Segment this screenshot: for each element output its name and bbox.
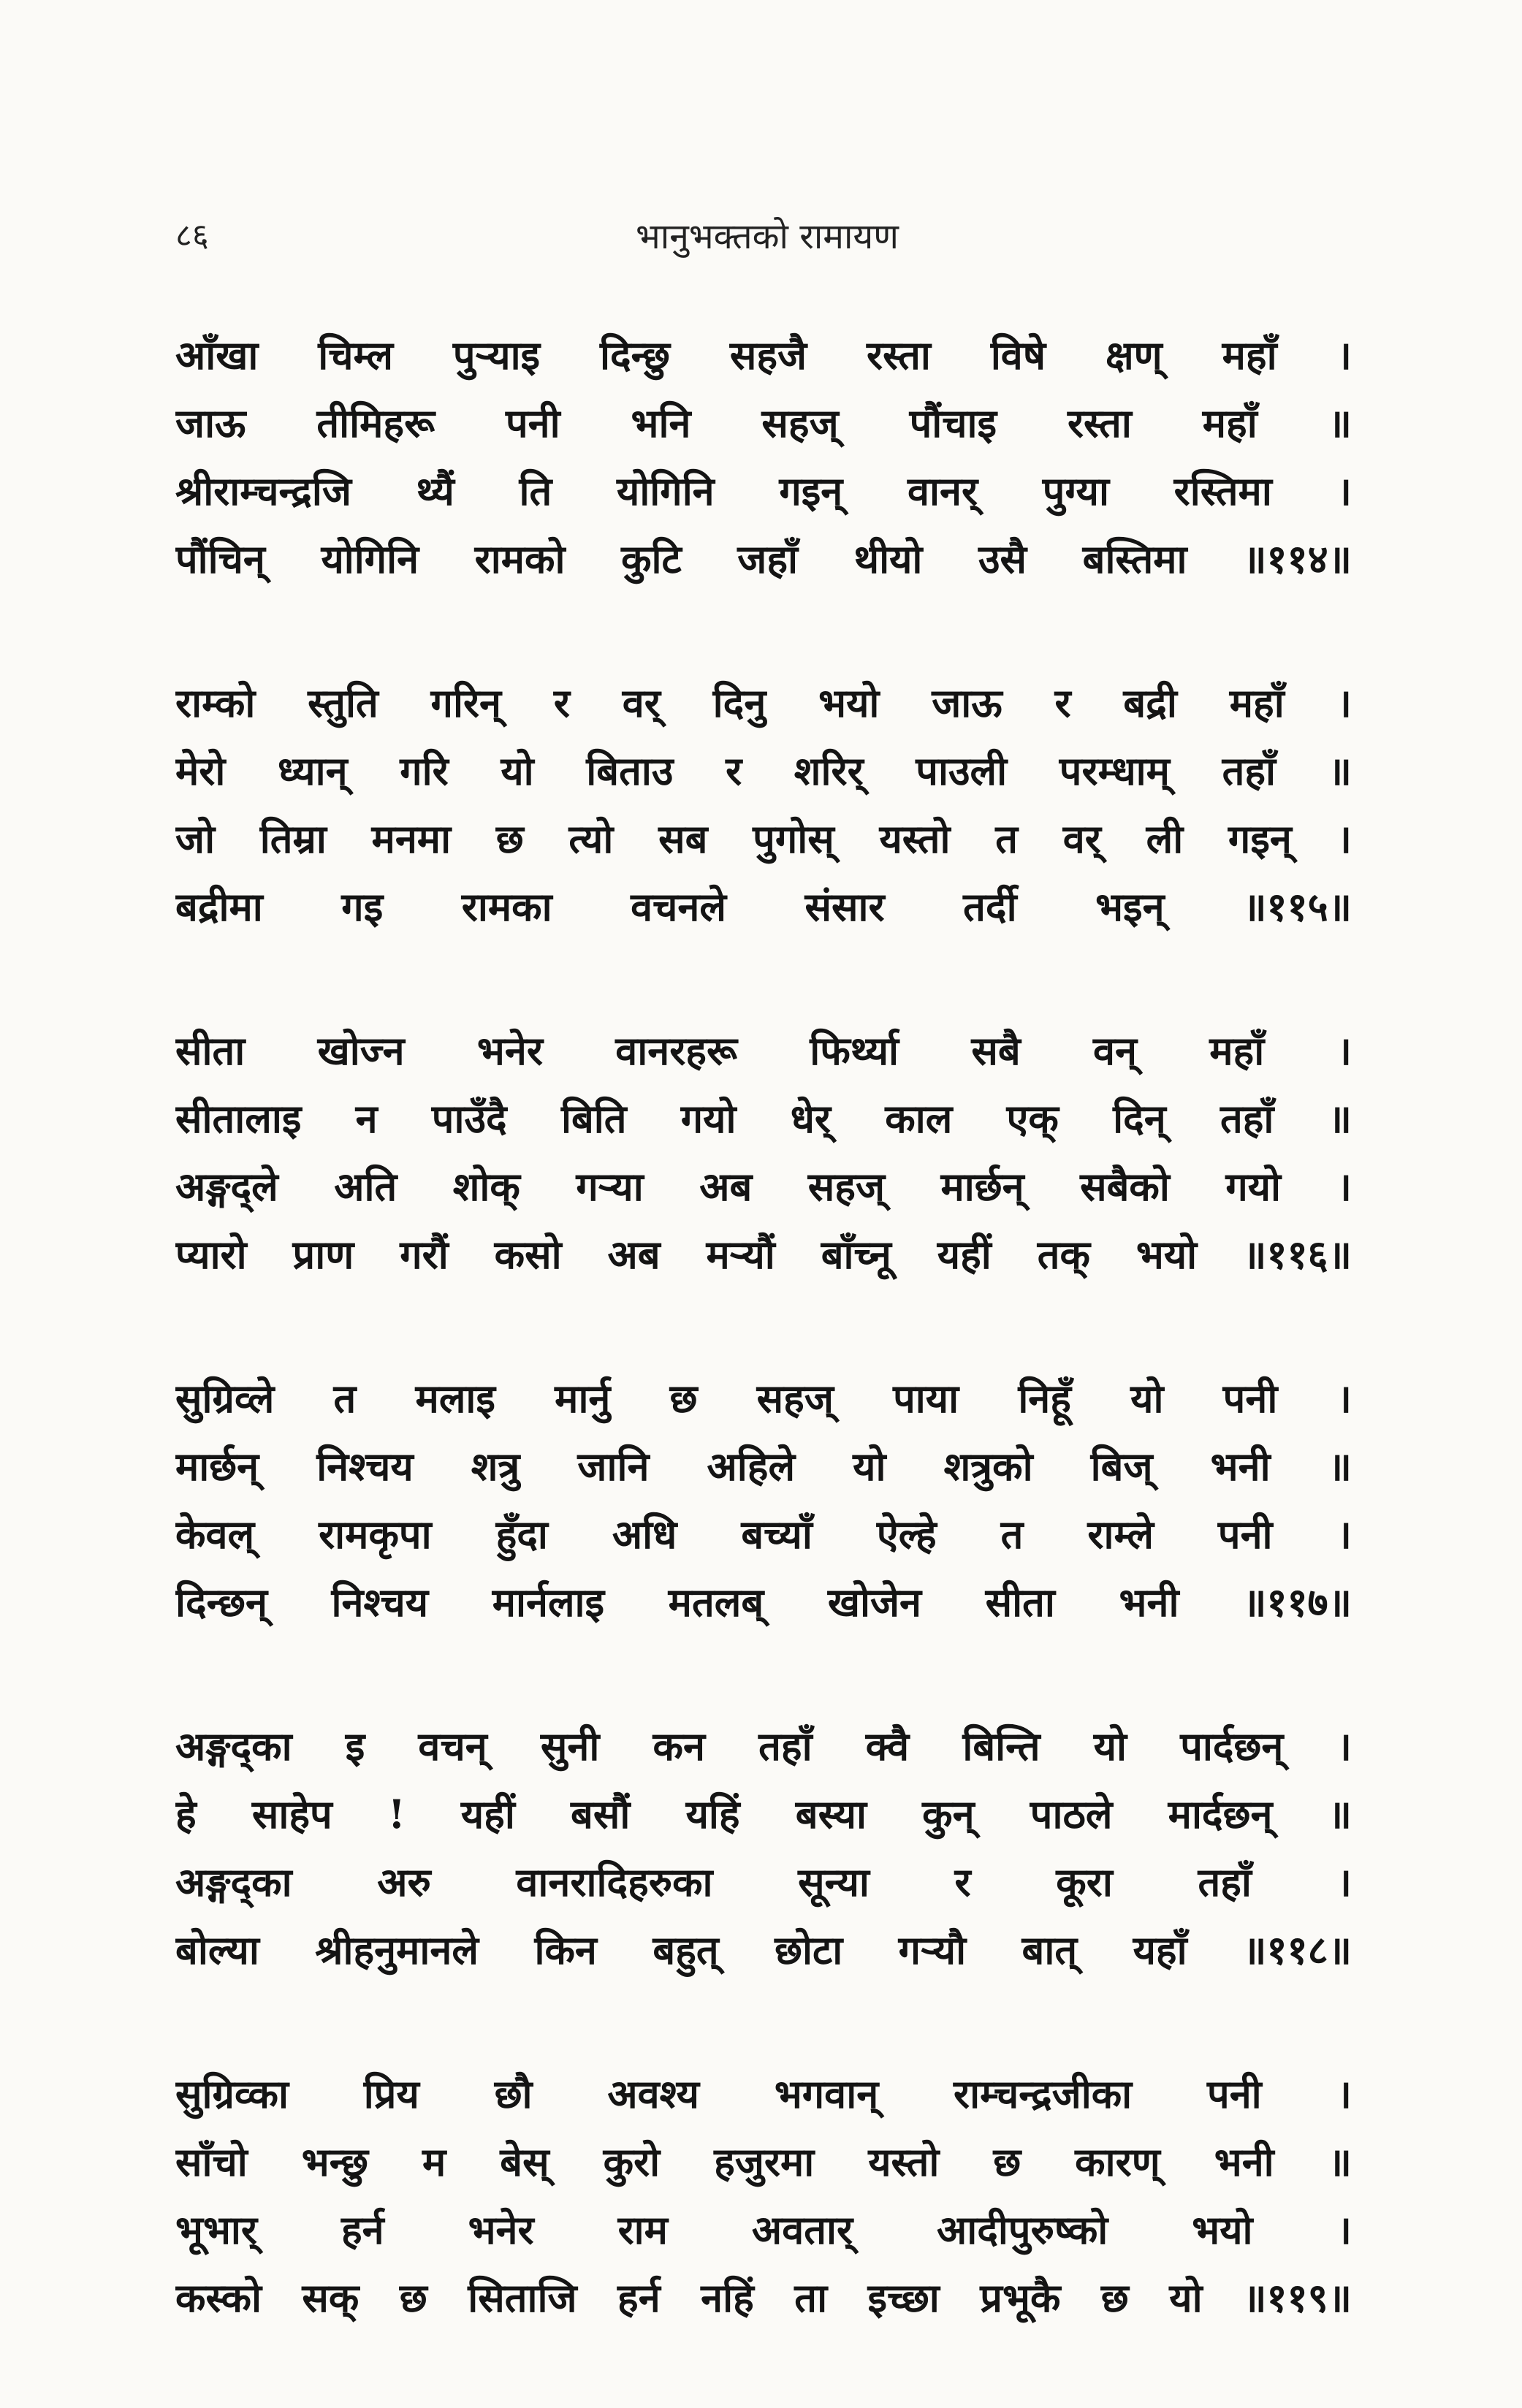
stanza-116 [175, 1017, 1352, 1289]
verse-line: मेरो ध्यान् गरि यो बिताउ र शरिर् पाउली परम्धाम् तहाँ ॥ [175, 747, 1352, 794]
verse-line: श्रीराम्चन्द्रजि थ्यैं ति योगिनि गइन् वानर् पुग्या रस्तिमा । [175, 468, 1352, 514]
verse-line: बोल्या श्रीहनुमानले किन बहुत् छोटा गऱ्यौ बात् यहाँ ॥११८॥ [175, 1927, 1352, 1973]
running-title: भानुभक्तको रामायण [636, 216, 899, 257]
verse-line: सुग्रिव्ले त मलाइ मार्नु छ सहज् पाया निहूँ यो पनी । [175, 1375, 1352, 1422]
verse-line: भूभार् हर्न भनेर राम अवतार् आदीपुरुष्को भयो । [175, 2206, 1352, 2253]
stanza-119 [175, 2060, 1352, 2332]
verse-line: केवल् रामकृपा हुँदा अधि बच्याँ ऐल्हे त राम्ले पनी । [175, 1511, 1352, 1558]
stanza-115 [175, 669, 1352, 941]
verse-line: हे साहेप ! यहीं बसौं यहिं बस्या कुन् पाठले मार्दछन् ॥ [175, 1791, 1352, 1837]
verse-line: सुग्रिव्का प्रिय छौ अवश्य भगवान् राम्चन्द्रजीका पनी । [175, 2070, 1352, 2117]
verse-line: कस्को सक् छ सिताजि हर्न नहिं ता इच्छा प्रभूकै छ यो ॥११९॥ [175, 2274, 1352, 2321]
stanza-118 [175, 1712, 1352, 1984]
verse-line: पौंचिन् योगिनि रामको कुटि जहाँ थीयो उसै बस्तिमा ॥११४॥ [175, 536, 1352, 582]
stanza-114 [175, 321, 1352, 593]
verse-line: सीता खोज्न भनेर वानरहरू फिर्थ्या सबै वन् महाँ । [175, 1027, 1352, 1074]
verse-line: अङ्गद्का इ वचन् सुनी कन तहाँ क्वै बिन्ति यो पार्दछन् । [175, 1723, 1352, 1769]
page-number: ८६ [175, 217, 209, 254]
verse-line: सीतालाइ न पाउँदै बिति गयो धेर् काल एक् दिन् तहाँ ॥ [175, 1095, 1352, 1142]
verse-line: प्यारो प्राण गरौं कसो अब मऱ्यौं बाँच्नू यहीं तक् भयो ॥११६॥ [175, 1231, 1352, 1278]
verse-body [175, 321, 1352, 2408]
verse-line: राम्को स्तुति गरिन् र वर् दिनु भयो जाऊ र बद्री महाँ । [175, 679, 1352, 726]
verse-line: आँखा चिम्ल पुऱ्याइ दिन्छु सहजै रस्ता विषे क्षण् महाँ । [175, 332, 1352, 378]
page-header [175, 212, 1359, 270]
verse-line: साँचो भन्छु म बेस् कुरो हजुरमा यस्तो छ कारण् भनी ॥ [175, 2138, 1352, 2185]
verse-line: दिन्छन् निश्चय मार्नलाइ मतलब् खोजेन सीता भनी ॥११७॥ [175, 1579, 1352, 1626]
verse-line: बद्रीमा गइ रामका वचनले संसार तर्दी भइन् ॥११५॥ [175, 883, 1352, 930]
verse-line: अङ्गद्ले अति शोक् गऱ्या अब सहज् मार्छन् सबैको गयो । [175, 1163, 1352, 1210]
verse-line: मार्छन् निश्चय शत्रु जानि अहिले यो शत्रुको बिज् भनी ॥ [175, 1443, 1352, 1490]
verse-line: अङ्गद्का अरु वानरादिहरुका सून्या र कूरा तहाँ । [175, 1859, 1352, 1905]
stanza-117 [175, 1365, 1352, 1637]
verse-line: जाऊ तीमिहरू पनी भनि सहज् पौंचाइ रस्ता महाँ ॥ [175, 400, 1352, 446]
verse-line: जो तिम्रा मनमा छ त्यो सब पुगोस् यस्तो त वर् ली गइन् । [175, 815, 1352, 862]
